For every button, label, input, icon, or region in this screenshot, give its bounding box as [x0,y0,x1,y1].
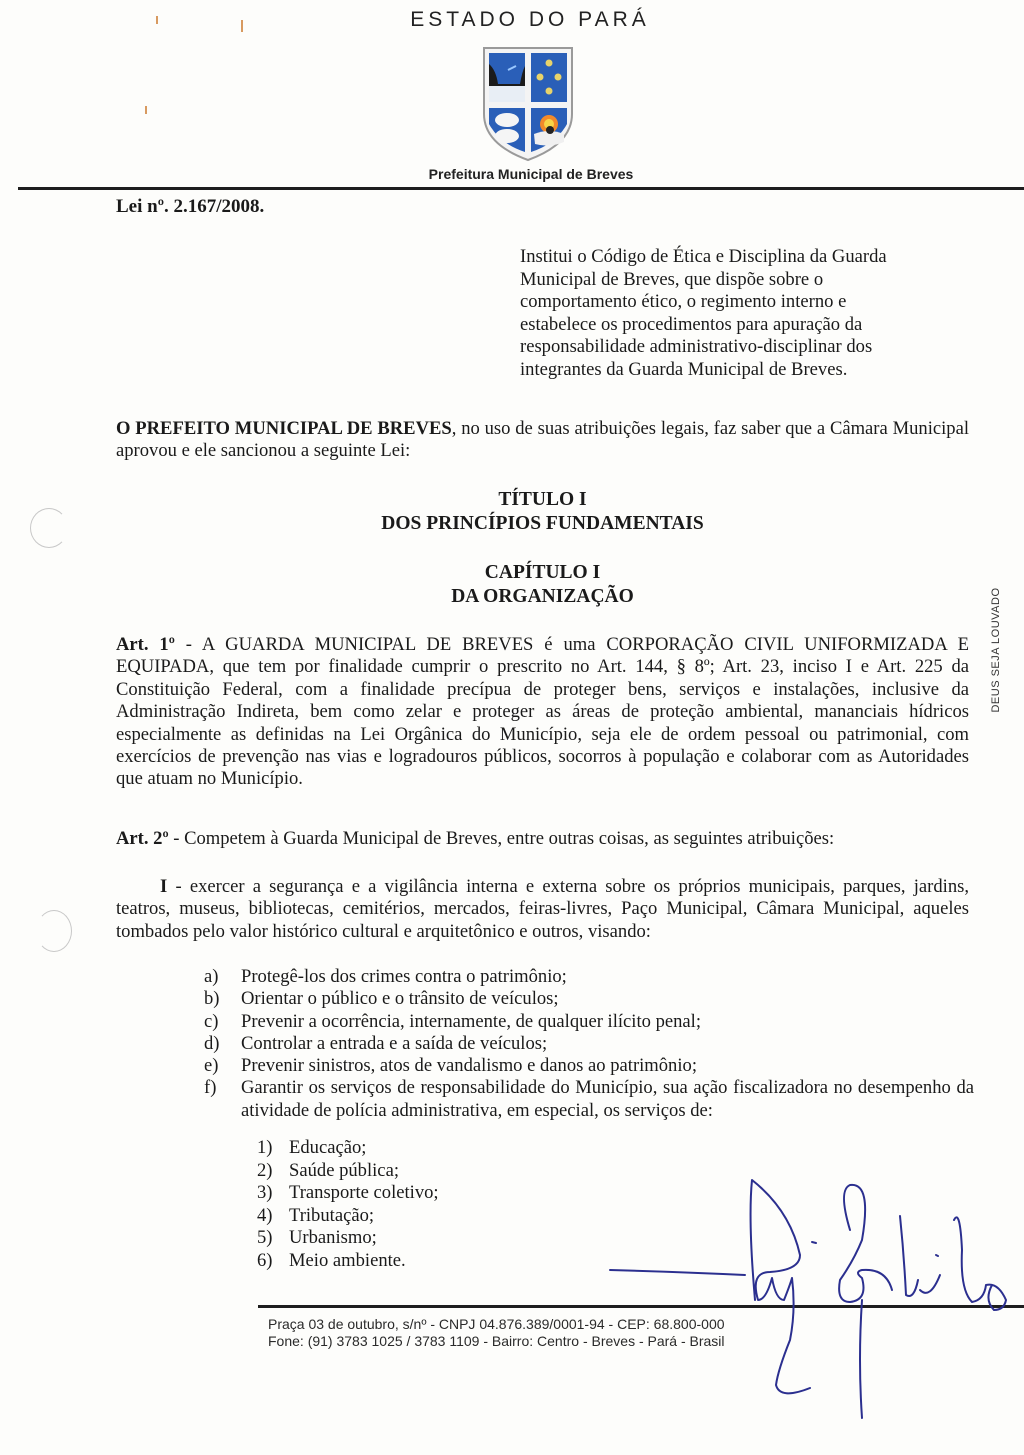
item-label: d) [204,1032,220,1054]
item-label: f) [204,1077,217,1099]
chapter-heading [116,561,969,609]
item-label: a) [204,966,219,987]
item-text: Protegê-los dos crimes contra o patrimônio; [241,966,567,987]
list-item [204,1077,974,1122]
paper-speck [145,106,147,114]
item-text: Orientar o público e o trânsito de veículos; [241,988,559,1010]
list-item [257,1160,439,1183]
services-list [257,1137,439,1273]
item-text: Controlar a entrada e a saída de veículos; [241,1032,548,1054]
prefeitura-name: Prefeitura Municipal de Breves [428,166,634,182]
list-item [204,1055,974,1077]
inciso-text: - exercer a segurança e a vigilância interna e externa sobre os próprios municipais, parques, jardins, teatros, museus, bibliotecas, cemitérios, mercados, feiras-livres, Paço Municipal, Câmara Municipal, aqueles tombados pelo valor histórico cultural e arquitetônico e outros, visando: [116,876,969,942]
item-text: Educação; [289,1137,367,1158]
side-motto: DEUS SEJA LOUVADO [990,587,1002,713]
item-label: e) [204,1055,219,1077]
item-label: b) [204,988,220,1010]
item-text: Tributação; [289,1204,375,1226]
footer-line-address: Praça 03 de outubro, s/nº - CNPJ 04.876.389/0001-94 - CEP: 68.800-000 [268,1316,725,1332]
inciso-label: I [160,876,168,897]
list-item [204,1011,974,1033]
list-item [257,1205,439,1228]
item-label: c) [204,1010,219,1032]
article-text: - Competem à Guarda Municipal de Breves, entre outras coisas, as seguintes atribuições: [168,828,835,849]
item-text: Saúde pública; [289,1159,399,1181]
ementa-line: estabelece os procedimentos para apuração da [520,313,863,335]
footer-address [268,1316,725,1350]
title-number: TÍTULO I [498,489,587,510]
chapter-number: CAPÍTULO I [484,562,601,583]
preamble-paragraph [116,418,969,463]
preamble-authority: O PREFEITO MUNICIPAL DE BREVES [116,418,452,439]
list-item [257,1137,439,1160]
list-item [257,1227,439,1250]
item-label: 6) [257,1249,273,1271]
chapter-name: DA ORGANIZAÇÃO [451,586,634,607]
ementa-line: responsabilidade administrativo-disciplinar dos [520,336,873,358]
law-ementa [520,246,970,382]
header-divider [18,187,1024,190]
inciso-i [116,876,969,943]
item-text: Prevenir a ocorrência, internamente, de qualquer ilícito penal; [241,1010,701,1032]
item-text: Meio ambiente. [289,1249,406,1271]
municipal-coat-of-arms-icon [480,44,576,162]
ementa-line: Institui o Código de Ética e Disciplina da Guarda [520,246,887,267]
article-text: - A GUARDA MUNICIPAL DE BREVES é uma CORPORAÇÃO CIVIL UNIFORMIZADA E EQUIPADA, que tem por finalidade cumprir o prescrito no Art. 144, § 8º; Art. 23, inciso I e Art. 225 da Constituição Federal, com a finalidade precípua de proteger bens, serviços e instalações, inclusive da Administração Indireta, bem como zelar e proteger as áreas de proteção ambiental, mananciais hídricos especialmente as definidas na Lei Orgânica do Município, seja ele de ordem pessoal ou patrimonial, com exercícios de prevenção nas vias e logradouros públicos, socorros à população e colaborar com as Autoridades que atuam no Município. [116,634,969,790]
list-item [204,966,974,988]
item-label: 2) [257,1159,273,1181]
item-text: Prevenir sinistros, atos de vandalismo e danos ao patrimônio; [241,1055,697,1077]
title-name: DOS PRINCÍPIOS FUNDAMENTAIS [381,513,704,534]
punch-hole-mark [30,508,68,548]
handwritten-signature-icon [600,1160,1024,1420]
item-text: Transporte coletivo; [289,1182,439,1204]
article-2 [116,828,969,850]
article-label: Art. 1º [116,634,175,655]
title-heading [116,488,969,536]
list-item [257,1182,439,1205]
footer-line-contact: Fone: (91) 3783 1025 / 3783 1109 - Bairro: Centro - Breves - Pará - Brasil [268,1333,725,1349]
list-item [204,1033,974,1055]
list-item [257,1250,439,1273]
article-label: Art. 2º [116,828,169,849]
item-text: Garantir os serviços de responsabilidade do Município, sua ação fiscalizadora no desempenho da atividade de polícia administrativa, em especial, os serviços de: [241,1077,974,1121]
item-label: 5) [257,1227,273,1249]
preamble-text: , no uso de suas atribuições legais, faz saber que a Câmara Municipal aprovou e ele sancionou a seguinte Lei: [116,418,969,462]
punch-hole-mark [36,910,72,952]
list-item [204,988,974,1010]
article-1 [116,634,969,791]
item-text: Urbanismo; [289,1227,377,1249]
footer-divider [258,1305,1024,1308]
item-label: 1) [257,1137,273,1158]
item-label: 4) [257,1204,273,1226]
ementa-line: Municipal de Breves, que dispõe sobre o [520,268,824,290]
alinea-list [204,966,974,1122]
item-label: 3) [257,1182,273,1204]
ementa-line: integrantes da Guarda Municipal de Breves. [520,358,848,380]
state-title: ESTADO DO PARÁ [410,8,650,31]
law-number: Lei nº. 2.167/2008. [116,196,265,217]
ementa-line: comportamento ético, o regimento interno e [520,291,847,313]
